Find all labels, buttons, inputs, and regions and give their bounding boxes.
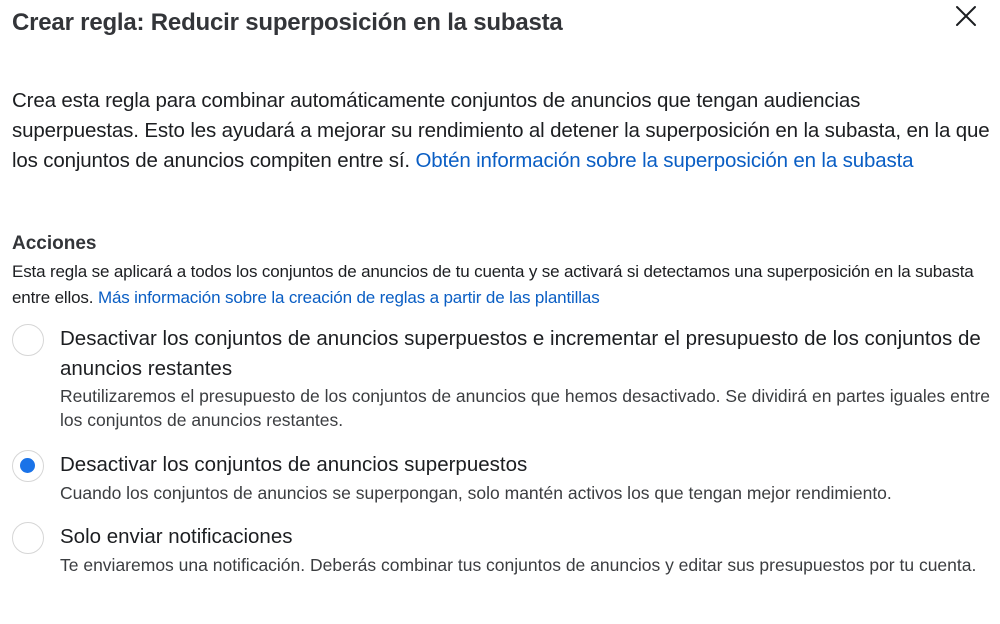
option-label: Desactivar los conjuntos de anuncios superpuestos e incrementar el presupuesto de los conjuntos de anuncios restantes — [60, 327, 981, 380]
option-description: Reutilizaremos el presupuesto de los conjuntos de anuncios que hemos desactivado. Se dividirá en partes iguales entre los conjuntos de anuncios restantes. — [60, 386, 991, 430]
option-deactivate-and-increase-budget[interactable] — [12, 323, 992, 438]
radio-deactivate-overlapping[interactable] — [12, 450, 44, 482]
intro-paragraph — [12, 86, 992, 176]
radio-deactivate-and-increase-budget[interactable] — [12, 324, 44, 356]
actions-description-text: Esta regla se aplicará a todos los conjuntos de anuncios de tu cuenta y se activará si detectamos una superposición en la subasta entre ellos. — [12, 262, 974, 307]
option-label: Desactivar los conjuntos de anuncios superpuestos — [60, 453, 528, 476]
option-notifications-only[interactable] — [12, 521, 992, 606]
rule-templates-info-link[interactable]: Más información sobre la creación de reglas a partir de las plantillas — [97, 288, 600, 307]
dialog-title: Crear regla: Reducir superposición en la subasta — [12, 9, 563, 36]
dialog-header — [12, 6, 1000, 42]
actions-heading: Acciones — [12, 233, 97, 254]
close-button[interactable] — [954, 4, 978, 28]
option-label: Solo enviar notificaciones — [60, 525, 293, 548]
close-icon — [954, 4, 978, 28]
option-description: Cuando los conjuntos de anuncios se superpongan, solo mantén activos los que tengan mejor rendimiento. — [60, 483, 892, 503]
radio-notifications-only[interactable] — [12, 522, 44, 554]
auction-overlap-info-link[interactable]: Obtén información sobre la superposición en la subasta — [415, 149, 914, 172]
intro-text: Crea esta regla para combinar automáticamente conjuntos de anuncios que tengan audiencias superpuestas. Esto les ayudará a mejorar su rendimiento al detener la superposición en la subasta, en la que los conjuntos de anuncios compiten entre sí. — [12, 89, 990, 172]
option-deactivate-overlapping[interactable] — [12, 449, 992, 509]
actions-description — [12, 259, 997, 311]
option-description: Te enviaremos una notificación. Deberás combinar tus conjuntos de anuncios y editar sus presupuestos por tu cuenta. — [60, 555, 977, 575]
